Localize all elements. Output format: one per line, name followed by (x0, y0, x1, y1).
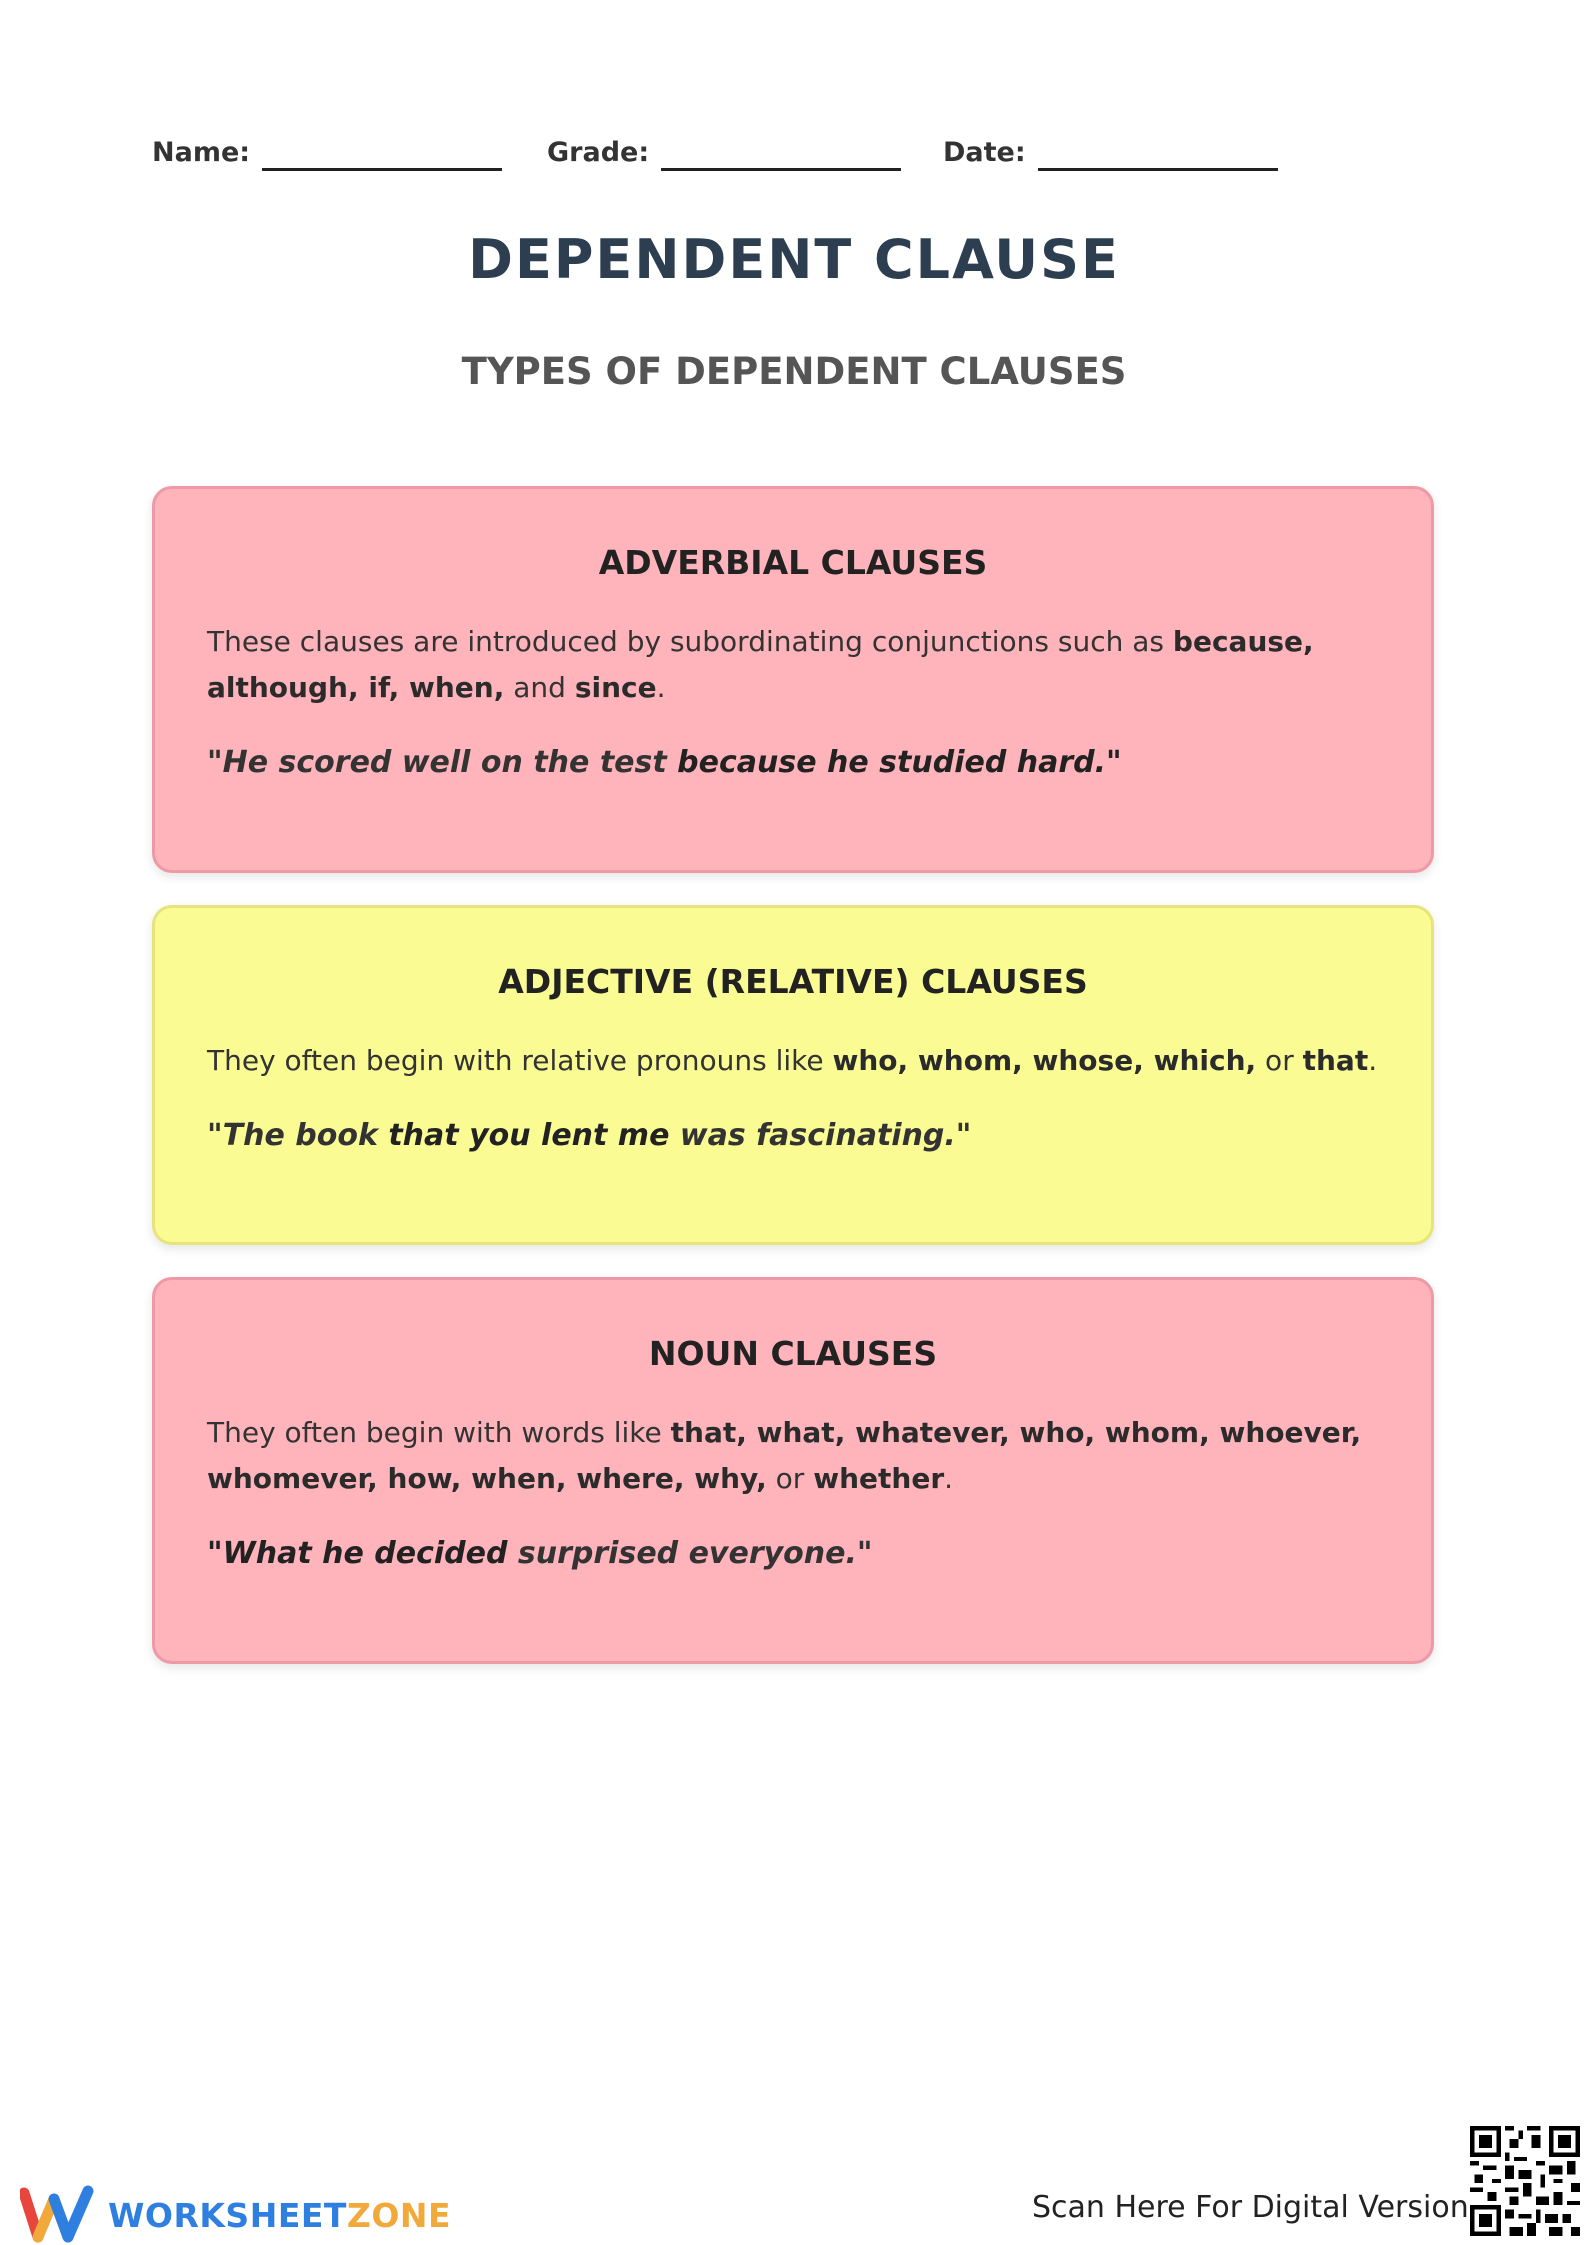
example-clause: because he studied hard." (677, 745, 1122, 780)
example-text: " (207, 1536, 223, 1571)
logo-text-zone: ZONE (346, 2195, 452, 2235)
card-title: NOUN CLAUSES (648, 1334, 938, 1373)
student-info-row (152, 132, 1272, 182)
example-text: was fascinating." (669, 1118, 972, 1153)
example-text: surprised everyone." (507, 1536, 873, 1571)
logo-text-worksheet: WORKSHEET (108, 2195, 347, 2235)
grade-label: Grade: (547, 137, 650, 168)
keywords: that, what, whatever, who, whom, whoever, whomever, how, when, where, why, (207, 1416, 1362, 1495)
example-text: "The book (207, 1118, 389, 1153)
example-clause: What he decided (222, 1536, 508, 1571)
card-description (207, 619, 1379, 711)
scan-instruction: Scan Here For Digital Version (1032, 2190, 1469, 2225)
name-line[interactable] (262, 132, 502, 171)
description-text: . (1368, 1044, 1378, 1077)
description-text: or (766, 1462, 814, 1495)
description-text: . (656, 671, 666, 704)
adjective-clauses-card (152, 905, 1434, 1245)
keyword: whether (813, 1462, 945, 1495)
keyword: that (1302, 1044, 1369, 1077)
card-description (207, 1038, 1379, 1084)
description-text: They often begin with relative pronouns like (207, 1044, 833, 1077)
card-title: ADJECTIVE (RELATIVE) CLAUSES (498, 962, 1088, 1001)
page-subtitle: TYPES OF DEPENDENT CLAUSES (461, 350, 1127, 393)
keywords: who, whom, whose, which, (832, 1044, 1257, 1077)
card-description (207, 1410, 1379, 1502)
date-line[interactable] (1038, 132, 1278, 171)
keywords: because, although, if, when, (207, 625, 1314, 704)
date-field[interactable] (943, 132, 1278, 171)
example-clause: that you lent me (388, 1118, 670, 1153)
date-label: Date: (943, 137, 1026, 168)
name-label: Name: (152, 137, 251, 168)
keyword: since (574, 671, 657, 704)
grade-field[interactable] (547, 132, 901, 171)
qr-code-icon[interactable] (1470, 2126, 1580, 2236)
adverbial-clauses-card (152, 486, 1434, 873)
name-field[interactable] (152, 132, 502, 171)
description-text: They often begin with words like (207, 1416, 671, 1449)
description-text: and (504, 671, 575, 704)
card-example (207, 741, 1379, 785)
description-text: . (944, 1462, 954, 1495)
card-title: ADVERBIAL CLAUSES (598, 543, 988, 582)
description-text: or (1256, 1044, 1303, 1077)
description-text: These clauses are introduced by subordinating conjunctions such as (207, 625, 1173, 658)
card-example (207, 1114, 1379, 1158)
page-title: DEPENDENT CLAUSE (468, 228, 1120, 291)
grade-line[interactable] (661, 132, 901, 171)
logo-wordmark (108, 2196, 451, 2235)
worksheetzone-logo[interactable] (20, 2185, 451, 2245)
card-example (207, 1532, 1379, 1576)
example-text: "He scored well on the test (207, 745, 678, 780)
logo-w-icon (20, 2185, 94, 2245)
noun-clauses-card (152, 1277, 1434, 1664)
